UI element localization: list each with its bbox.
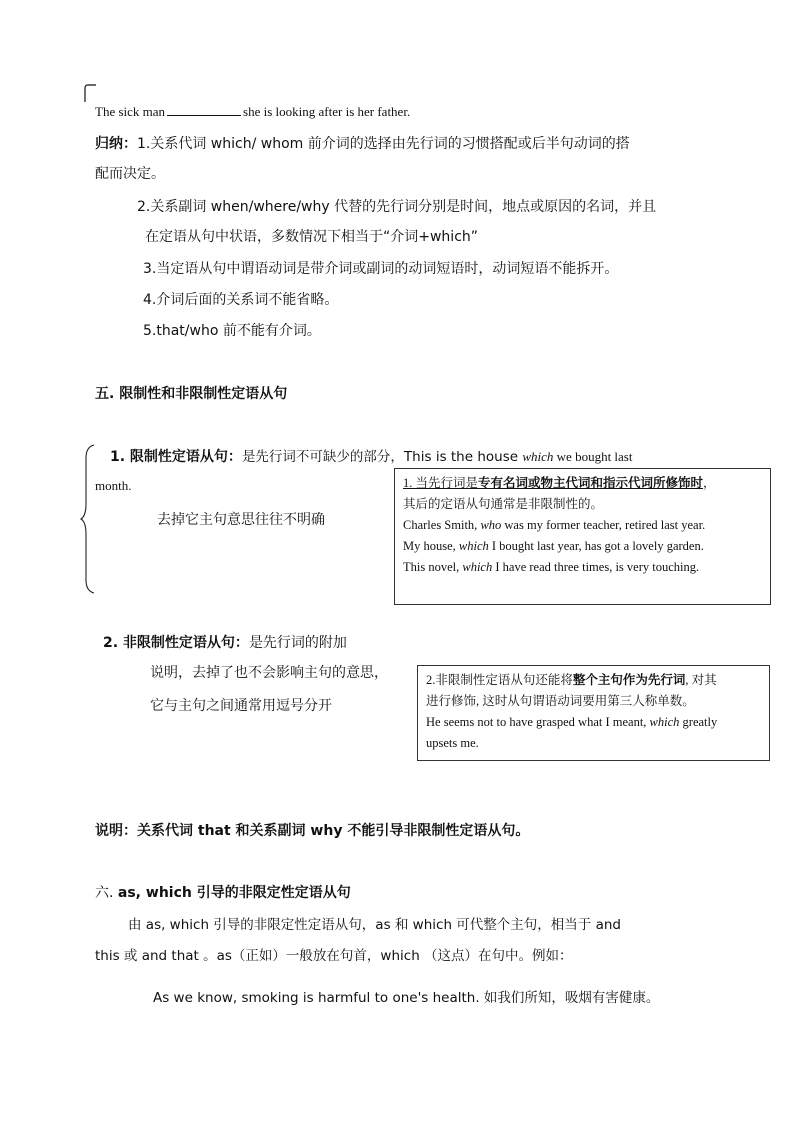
box1-ex1-b: was my former teacher, retired last year. <box>501 518 706 532</box>
summary-item-1a: 1.关系代词 which/ whom 前介词的选择由先行词的习惯搭配或后半句动词的搭 <box>137 136 630 152</box>
box1-example-2 <box>403 536 762 557</box>
box1-ex2-a: My house, <box>403 539 459 553</box>
box1-ex2-italic: which <box>458 539 489 553</box>
box2-line1-bold: 整个主句作为先行词 <box>572 673 686 687</box>
box2-ex-italic: which <box>649 715 680 729</box>
restrictive-text-italic: which <box>522 449 554 464</box>
box1-line-2: 其后的定语从句通常是非限制性的。 <box>403 497 604 511</box>
box1-example-1 <box>403 515 762 536</box>
box1-ex1-italic: who <box>480 518 502 532</box>
summary-heading: 归纳： <box>95 136 137 152</box>
box1-ex3-a: This novel, <box>403 560 463 574</box>
summary-item-2a: 2.关系副词 when/where/why 代替的先行词分别是时间，地点或原因的名词，并且 <box>137 199 657 215</box>
left-brace-icon <box>80 444 96 594</box>
section-5-title <box>95 383 287 403</box>
restrictive-line <box>110 445 632 466</box>
box1-line1-c: ， <box>703 476 716 490</box>
nonrestrictive-label: 2. 非限制性定语从句： <box>103 635 249 651</box>
summary-item-2b: 在定语从句中状语，多数情况下相当于“介词+which” <box>145 229 479 245</box>
box1-line1-bold: 专有名词或物主代词和指示代词所修饰时 <box>478 476 704 490</box>
section-6-example: As we know, smoking is harmful to one's health. 如我们所知，吸烟有害健康。 <box>153 990 660 1006</box>
box2-ex-a: He seems not to have grasped what I meant, <box>426 715 650 729</box>
section-6-para-1: 由 as, which 引导的非限定性定语从句，as 和 which 可代整个主句，相当于 and <box>128 917 621 933</box>
section-6-heading: as, which 引导的非限定性定语从句 <box>117 885 351 901</box>
box2-ex-b: greatly <box>679 715 718 729</box>
box2-line-1 <box>426 670 761 691</box>
box1-ex3-b: I have read three times, is very touching. <box>492 560 700 574</box>
summary-item-3: 3.当定语从句中谓语动词是带介词或副词的动词短语时，动词短语不能拆开。 <box>143 261 619 277</box>
example-after: she is looking after is her father. <box>243 104 411 119</box>
restrictive-text-c: month. <box>95 478 132 493</box>
box2-line1-a: 2.非限制性定语从句还能将 <box>426 673 573 687</box>
box1-line-1 <box>403 473 762 494</box>
nonrestrictive-line <box>103 632 347 652</box>
nonrestrictive-note-2: 它与主句之间通常用逗号分开 <box>150 698 332 714</box>
box2-line1-c: , 对其 <box>685 673 717 687</box>
nonrestrictive-text: 是先行词的附加 <box>248 635 347 651</box>
fill-blank-example <box>95 103 410 120</box>
restrictive-text-a: 是先行词不可缺少的部分，This is the house <box>241 449 523 465</box>
section-6-title <box>95 882 351 902</box>
box1-ex1-a: Charles Smith, <box>403 518 481 532</box>
box1-line1-a: 1. 当先行词是 <box>403 476 479 490</box>
nonrestrictive-note-1: 说明，去掉了也不会影响主句的意思， <box>150 665 388 681</box>
restrictive-label: 1. 限制性定语从句： <box>110 449 242 465</box>
answer-blank[interactable] <box>167 103 241 116</box>
note-box-1 <box>394 468 771 605</box>
box2-example-cont: upsets me. <box>426 736 479 750</box>
corner-bracket-mark <box>84 84 98 104</box>
summary-item-1b: 配而决定。 <box>95 166 165 182</box>
summary-line-1 <box>95 133 630 153</box>
restrictive-text-b: we bought last <box>553 449 633 464</box>
note-box-2 <box>417 665 770 761</box>
section-5-heading: 限制性和非限制性定语从句 <box>119 386 288 402</box>
example-before: The sick man <box>95 104 166 119</box>
box1-example-3 <box>403 557 762 578</box>
box2-line-2: 进行修饰, 这时从句谓语动词要用第三人称单数。 <box>426 694 695 708</box>
box1-ex3-italic: which <box>462 560 493 574</box>
summary-item-4: 4.介词后面的关系词不能省略。 <box>143 292 339 308</box>
box1-ex2-b: I bought last year, has got a lovely garden. <box>488 539 704 553</box>
section-6-para-2: this 或 and that 。as（正如）一般放在句首，which （这点）在句中。例如： <box>95 948 573 964</box>
restrictive-note: 去掉它主句意思往往不明确 <box>157 512 325 528</box>
section-6-num: 六. <box>95 885 114 901</box>
section-5-num: 五. <box>95 386 115 402</box>
explanation-note: 说明：关系代词 that 和关系副词 why 不能引导非限制性定语从句。 <box>95 823 530 839</box>
box2-example <box>426 712 761 733</box>
summary-item-5: 5.that/who 前不能有介词。 <box>143 323 321 339</box>
